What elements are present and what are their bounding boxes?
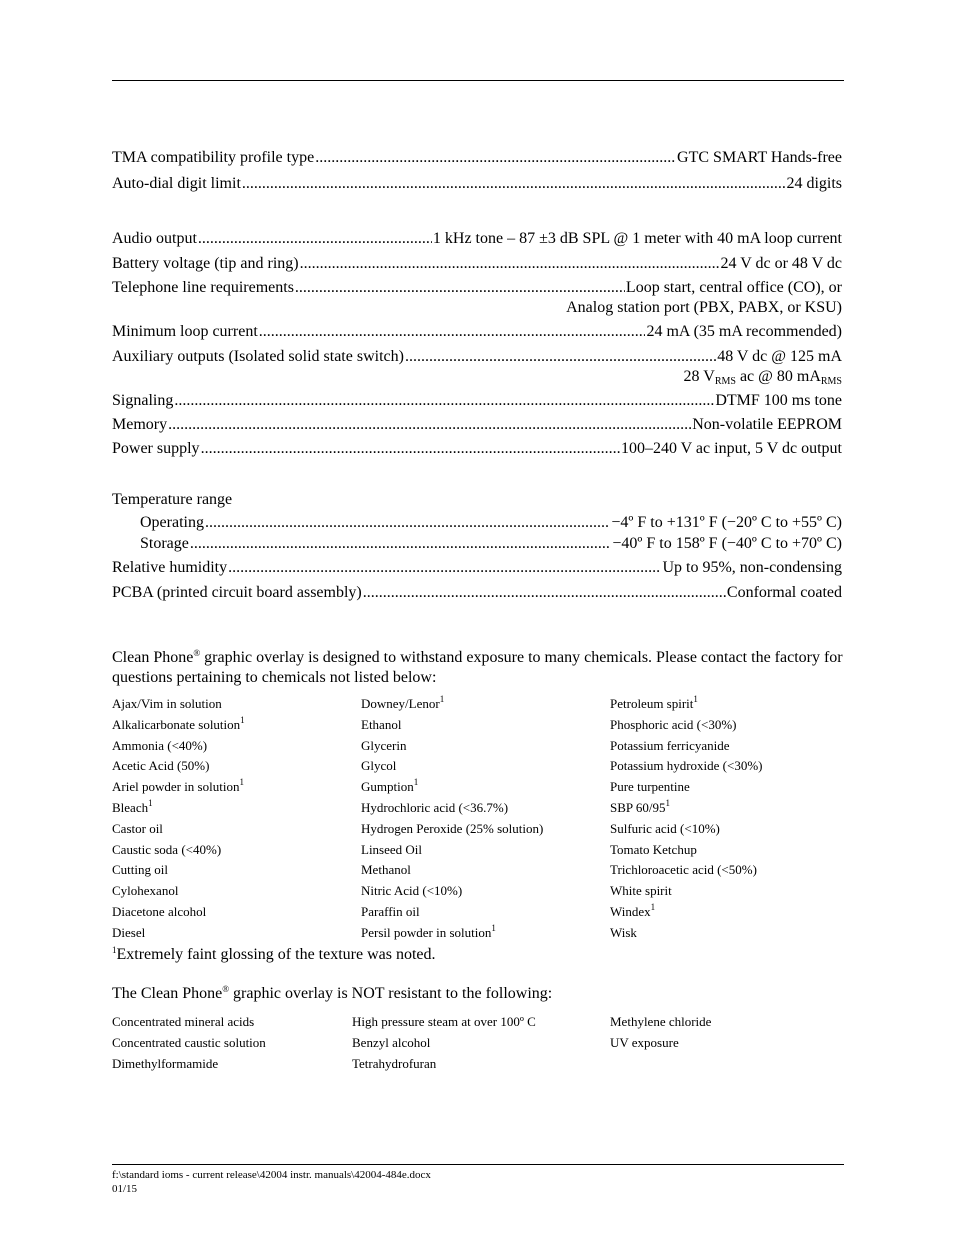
spec-label: Signaling <box>112 392 174 409</box>
spec-label: Auto-dial digit limit <box>112 175 241 192</box>
chemical-name: Dimethylformamide <box>112 1056 219 1071</box>
footnote-mark: 1 <box>693 694 698 704</box>
spec-label: Battery voltage (tip and ring) <box>112 255 299 272</box>
not-resistant-column-1 <box>112 1011 266 1074</box>
chemical-name: Linseed Oil <box>361 841 423 857</box>
spec-value: Conformal coated <box>726 584 842 601</box>
spec-row <box>112 391 842 415</box>
chemical-item <box>610 798 762 819</box>
leader-dots <box>363 583 726 603</box>
resistant-column-1 <box>112 694 245 944</box>
chemical-name: Hydrogen Peroxide (25% solution) <box>361 820 544 836</box>
chemical-name: Ethanol <box>361 716 402 732</box>
chemical-item <box>610 902 762 923</box>
spec-label: Storage <box>140 535 189 552</box>
chemical-item <box>112 819 245 840</box>
spec-row <box>112 583 842 603</box>
spec-label: Relative humidity <box>112 559 228 576</box>
intro-text: Clean Phone <box>112 649 194 666</box>
chemical-name: Ammonia (<40%) <box>112 737 208 753</box>
file-path: f:\standard ioms - current release\42004 instr. manuals\42004-484e.docx <box>112 1169 431 1181</box>
chemical-item <box>361 715 543 736</box>
chemical-name: Methanol <box>361 862 411 878</box>
footnote-mark: 1 <box>650 901 656 912</box>
chemical-item <box>112 923 245 944</box>
spec-value: Non-volatile EEPROM <box>692 416 842 433</box>
chemical-item <box>352 1032 536 1053</box>
spec-row <box>112 322 842 347</box>
temperature-heading: Temperature range <box>112 491 233 508</box>
chemical-item <box>610 1032 711 1053</box>
chemical-item <box>610 756 762 777</box>
spec-value: −4º F to +131º F (−20º C to +55º C) <box>611 514 842 531</box>
chemical-item <box>112 840 245 861</box>
chemical-name: Acetic Acid (50%) <box>112 758 210 774</box>
spec-group-1 <box>112 148 842 194</box>
chemical-item <box>112 860 245 881</box>
chemical-name: Pure turpentine <box>610 779 690 795</box>
spec-row <box>112 415 842 439</box>
leader-dots <box>190 534 612 554</box>
chemical-item <box>112 777 245 798</box>
chemical-item <box>610 860 762 881</box>
spec-row <box>112 534 842 558</box>
spec-value: 1 kHz tone – 87 ±3 dB SPL @ 1 meter with 40 mA loop current <box>432 230 842 247</box>
leader-dots <box>405 347 716 367</box>
spec-value: Up to 95%, non-condensing <box>662 559 842 576</box>
aux-current-text: ac @ 80 mA <box>735 368 821 385</box>
chemical-name: Glycerin <box>361 737 407 753</box>
chemical-name: UV exposure <box>610 1035 679 1050</box>
chemical-name: Paraffin oil <box>361 903 420 919</box>
spec-value-continued <box>112 367 842 391</box>
chemical-name: Petroleum spirit <box>610 696 694 711</box>
spec-row <box>112 229 842 254</box>
chemical-item <box>112 902 245 923</box>
rms-subscript: RMS <box>714 376 736 387</box>
rms-subscript: RMS <box>820 376 842 387</box>
spec-value: −40º F to 158º F (−40º C to +70º C) <box>612 535 842 552</box>
footnote-mark: 1 <box>112 945 117 955</box>
chemical-item <box>361 694 543 715</box>
footnote-mark: 1 <box>439 694 445 704</box>
chemical-item <box>112 1032 266 1053</box>
spec-row <box>112 439 842 459</box>
spec-label: Power supply <box>112 440 200 457</box>
chemical-intro <box>112 648 844 688</box>
chemical-item <box>112 715 245 736</box>
chemical-name: Diesel <box>112 924 146 940</box>
spec-label: Minimum loop current <box>112 323 258 340</box>
chemical-name: Glycol <box>361 758 397 774</box>
chemical-item <box>112 798 245 819</box>
chemical-name: Castor oil <box>112 820 163 836</box>
aux-voltage-text: 28 V <box>683 368 715 385</box>
chemical-name: Potassium hydroxide (<30%) <box>610 758 763 774</box>
chemical-name: Phosphoric acid (<30%) <box>610 716 737 732</box>
chemical-item <box>361 881 543 902</box>
spec-label: Audio output <box>112 230 197 247</box>
chemical-item <box>112 756 245 777</box>
intro-text: graphic overlay is NOT resistant to the following: <box>229 985 553 1002</box>
chemical-name: Tomato Ketchup <box>610 841 697 857</box>
chemical-item <box>610 694 762 715</box>
spec-row <box>112 513 842 534</box>
chemical-item <box>352 1011 536 1032</box>
spec-label: Operating <box>140 514 204 531</box>
footnote-mark: 1 <box>413 777 419 788</box>
footer <box>112 1168 431 1196</box>
chemical-item <box>610 881 762 902</box>
chemical-name: Sulfuric acid (<10%) <box>610 820 720 836</box>
chemical-item <box>361 756 543 777</box>
leader-dots <box>174 391 714 411</box>
chemical-item <box>361 860 543 881</box>
chemical-name: Bleach <box>112 799 149 815</box>
chemical-name: Benzyl alcohol <box>352 1035 431 1050</box>
chemical-item <box>112 881 245 902</box>
footer-rule <box>112 1164 844 1165</box>
intro-text: The Clean Phone <box>112 985 223 1002</box>
registered-mark: ® <box>193 648 201 658</box>
chemical-name: Hydrochloric acid (<36.7%) <box>361 799 509 815</box>
spec-value: 24 mA (35 mA recommended) <box>646 323 842 340</box>
chemical-name: Persil powder in solution <box>361 924 492 940</box>
footnote-mark: 1 <box>665 797 671 808</box>
chemical-name: Nitric Acid (<10%) <box>361 883 463 899</box>
chemical-name: White spirit <box>610 883 672 899</box>
leader-dots <box>168 415 691 435</box>
chemical-item <box>112 1053 266 1074</box>
leader-dots <box>315 148 676 168</box>
leader-dots <box>228 558 661 578</box>
spec-value: DTMF 100 ms tone <box>715 392 842 409</box>
not-resistant-intro <box>112 984 844 1004</box>
leader-dots <box>300 254 720 274</box>
chemical-name: Concentrated mineral acids <box>112 1014 255 1029</box>
spec-value: 48 V dc @ 125 mA <box>717 348 842 365</box>
intro-text: graphic overlay is designed to withstand exposure to many chemicals. Please contact the factory for questions pertaining to chemicals not listed below: <box>112 649 843 686</box>
chemical-name: Trichloroacetic acid (<50%) <box>610 862 757 878</box>
spec-label: TMA compatibility profile type <box>112 149 315 166</box>
leader-dots <box>242 174 786 194</box>
not-resistant-column-3 <box>610 1011 711 1053</box>
chemical-item <box>610 923 762 944</box>
spec-row <box>112 174 842 194</box>
spec-value: Loop start, central office (CO), or <box>625 279 842 296</box>
footnote-mark: 1 <box>148 797 153 808</box>
spec-row <box>112 278 842 298</box>
spec-label: PCBA (printed circuit board assembly) <box>112 584 362 601</box>
leader-dots <box>259 322 646 342</box>
leader-dots <box>198 229 432 249</box>
chemical-name: Ariel powder in solution <box>112 779 240 795</box>
chemical-name: Potassium ferricyanide <box>610 737 730 753</box>
chemical-item <box>361 840 543 861</box>
chemical-name: Caustic soda (<40%) <box>112 841 222 857</box>
chemical-name: Wisk <box>610 924 637 940</box>
chemical-item <box>610 736 762 757</box>
spec-label: Memory <box>112 416 168 433</box>
spec-row <box>112 347 842 367</box>
chemical-name: Alkalicarbonate solution <box>112 716 241 732</box>
footnote-mark: 1 <box>240 714 245 725</box>
chemical-item <box>361 819 543 840</box>
resistant-column-3 <box>610 694 762 944</box>
chemical-item <box>112 736 245 757</box>
header-rule <box>112 80 844 81</box>
chemical-name: Gumption <box>361 779 414 795</box>
footnote <box>112 945 844 965</box>
registered-mark: ® <box>222 984 230 994</box>
chemical-item <box>361 798 543 819</box>
spec-row <box>112 558 842 583</box>
spec-value: 24 digits <box>786 175 842 192</box>
chemical-item <box>610 840 762 861</box>
chemical-item <box>361 923 543 944</box>
chemical-name: Diacetone alcohol <box>112 903 207 919</box>
leader-dots <box>205 513 610 533</box>
footnote-text: Extremely faint glossing of the texture was noted. <box>116 946 436 963</box>
spec-group-2 <box>112 229 842 459</box>
chemical-name: Downey/Lenor <box>361 696 440 711</box>
leader-dots <box>295 278 625 298</box>
footnote-mark: 1 <box>491 922 496 933</box>
chemical-name: Cutting oil <box>112 862 168 878</box>
leader-dots <box>201 439 620 459</box>
chemical-item <box>610 715 762 736</box>
spec-label: Telephone line requirements <box>112 279 294 296</box>
chemical-name: SBP 60/95 <box>610 799 666 815</box>
spec-group-3 <box>112 490 842 603</box>
chemical-item <box>361 736 543 757</box>
resistant-column-2 <box>361 694 543 944</box>
chemical-name: Tetrahydrofuran <box>352 1056 437 1071</box>
footnote-mark: 1 <box>239 777 244 788</box>
revision-date: 01/15 <box>112 1183 138 1195</box>
chemical-item <box>610 819 762 840</box>
chemical-name: Cylohexanol <box>112 883 179 899</box>
spec-row <box>112 254 842 278</box>
chemical-item <box>112 1011 266 1032</box>
chemical-name: High pressure steam at over 100º C <box>352 1014 536 1029</box>
spec-value: 100–240 V ac input, 5 V dc output <box>620 440 842 457</box>
spec-row <box>112 148 842 174</box>
chemical-item <box>361 777 543 798</box>
chemical-item <box>352 1053 536 1074</box>
chemical-item <box>112 694 245 715</box>
chemical-item <box>610 1011 711 1032</box>
spec-label: Auxiliary outputs (Isolated solid state switch) <box>112 348 404 365</box>
chemical-name: Windex <box>610 903 651 919</box>
spec-value: GTC SMART Hands-free <box>677 149 842 166</box>
chemical-item <box>610 777 762 798</box>
not-resistant-column-2 <box>352 1011 536 1074</box>
chemical-name: Methylene chloride <box>610 1014 712 1029</box>
chemical-name: Concentrated caustic solution <box>112 1035 266 1050</box>
spec-value-continued: Analog station port (PBX, PABX, or KSU) <box>566 299 842 316</box>
chemical-item <box>361 902 543 923</box>
chemical-name: Ajax/Vim in solution <box>112 696 222 711</box>
spec-value: 24 V dc or 48 V dc <box>720 255 842 272</box>
